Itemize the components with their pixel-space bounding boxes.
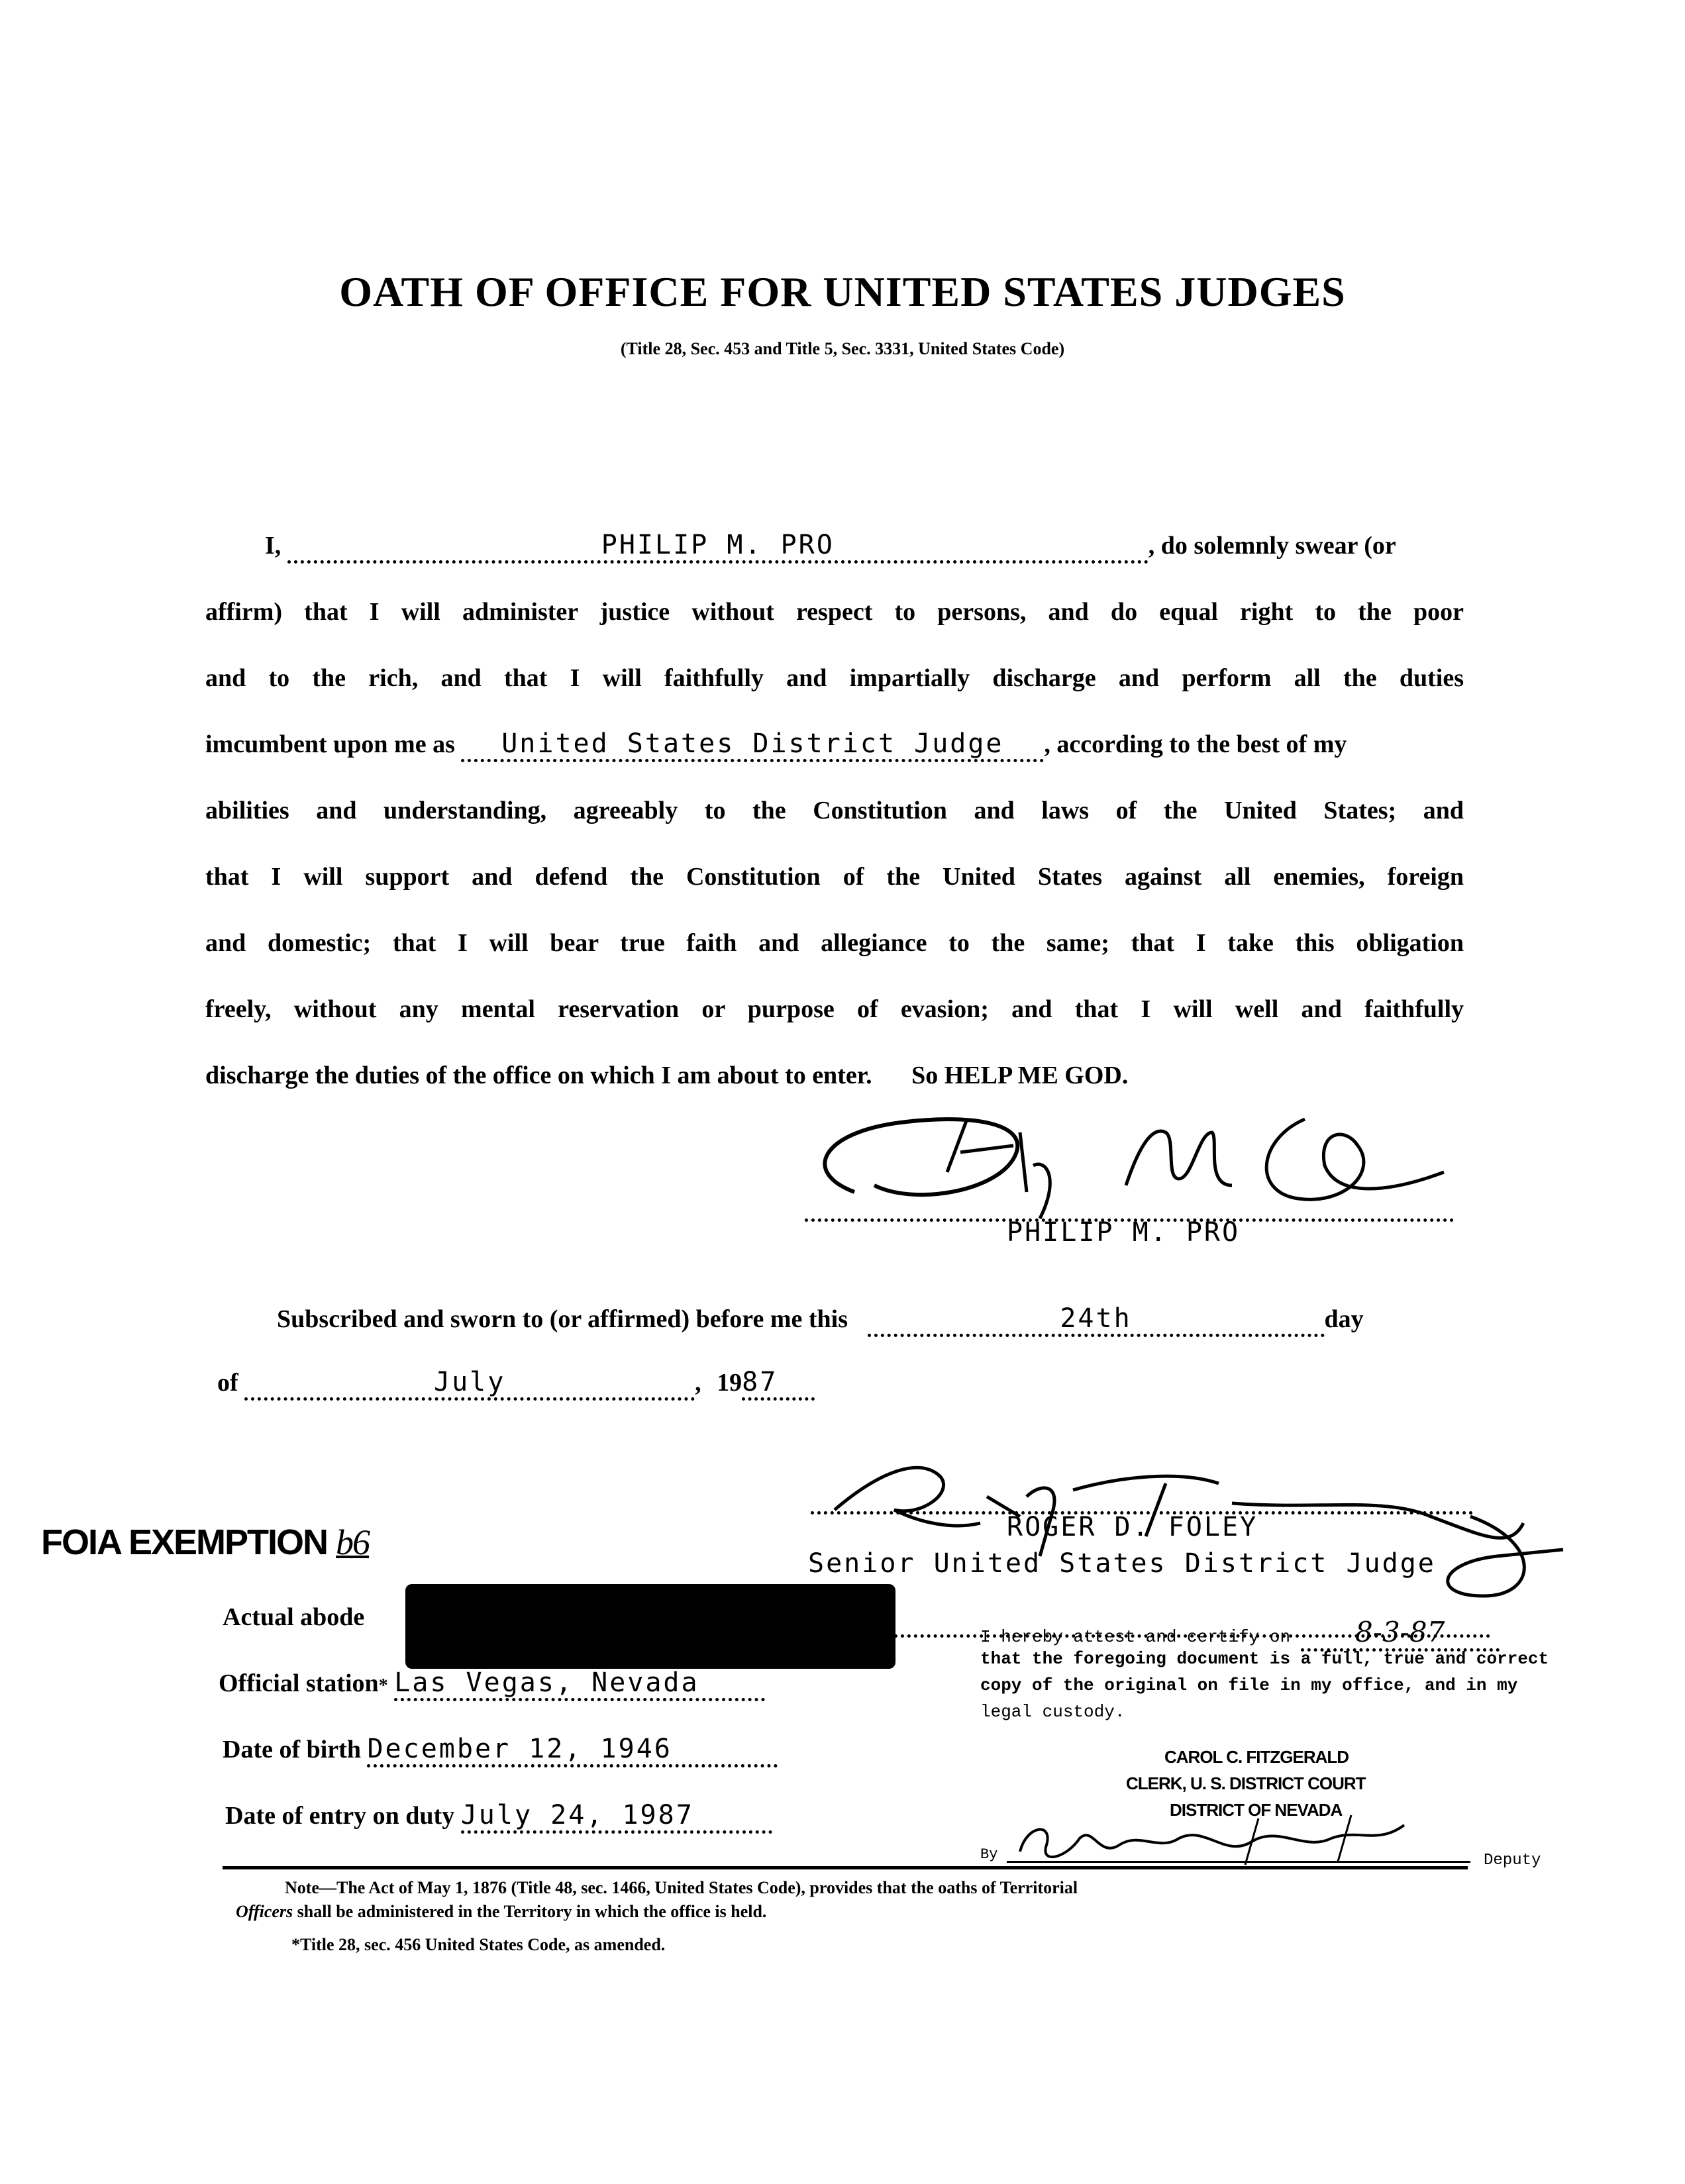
cert-line-1 (980, 1616, 1500, 1652)
oath-line-4-start: imcumbent upon me as (205, 730, 455, 758)
footnote-act: Note—The Act of May 1, 1876 (Title 48, sec. 1466, United States Code), provides that the oaths of Territorial (285, 1878, 1078, 1897)
oath-line-7: and domestic; that I will bear true faith and allegiance to the same; that I take this obligation (205, 929, 1464, 957)
cert-date: 8-3-87 (1355, 1616, 1445, 1648)
birth-label-text: Date of birth (223, 1736, 361, 1763)
redaction-block (405, 1584, 895, 1669)
oath-line-4 (205, 728, 1464, 762)
clerk-district: DISTRICT OF NEVADA (1170, 1800, 1343, 1820)
footnote-officers (236, 1902, 766, 1922)
officiant-name: ROGER D. FOLEY (1007, 1512, 1258, 1542)
sworn-day-field (868, 1303, 1325, 1337)
station-value: Las Vegas, Nevada (394, 1667, 699, 1698)
deputy-signature-line (1007, 1861, 1470, 1863)
station-label-text: Official station (219, 1669, 379, 1697)
oath-line-9-text: discharge the duties of the office on which I am about to enter. (205, 1062, 872, 1089)
footnote-officers-italic: Officers (236, 1902, 293, 1921)
station-label (219, 1667, 765, 1701)
officiant-title: Senior United States District Judge (808, 1548, 1436, 1579)
oath-line-6: that I will support and defend the Constitution of the United States against all enemies, foreign (205, 863, 1464, 891)
oath-line-1 (265, 530, 1464, 564)
sworn-month: July (433, 1367, 506, 1397)
oath-pronoun: I, (265, 532, 281, 560)
oath-name-field (287, 530, 1149, 564)
by-label: By (980, 1846, 998, 1863)
entry-label (225, 1800, 772, 1834)
oath-line-2: affirm) that I will administer justice without respect to persons, and do equal right to the poor (205, 598, 1464, 626)
oath-line-9 (205, 1061, 1128, 1090)
document-title: OATH OF OFFICE FOR UNITED STATES JUDGES (339, 268, 1346, 315)
cert-line-4: legal custody. (980, 1702, 1125, 1722)
oath-closing: So HELP ME GOD. (911, 1062, 1129, 1089)
sworn-day: 24th (1060, 1303, 1132, 1334)
sworn-day-suffix: day (1324, 1305, 1364, 1333)
entry-label-text: Date of entry on duty (225, 1802, 455, 1830)
sworn-text: Subscribed and sworn to (or affirmed) before me this (277, 1305, 848, 1333)
of-label: of (217, 1369, 238, 1397)
footnote-officers-text: shall be administered in the Territory in which the office is held. (297, 1902, 767, 1921)
clerk-name: CAROL C. FITZGERALD (1164, 1747, 1349, 1767)
affiant-printed-name: PHILIP M. PRO (1007, 1217, 1241, 1248)
month-comma: , (695, 1369, 701, 1397)
birth-field (367, 1734, 778, 1767)
oath-line-5: abilities and understanding, agreeably to the Constitution and laws of the United States; and (205, 797, 1464, 824)
sworn-date-line (217, 1367, 815, 1401)
sworn-line (277, 1303, 1482, 1337)
oath-line-1-end: , do solemnly swear (or (1148, 532, 1396, 560)
cert-line-3: copy of the original on file in my office, and in my (980, 1675, 1518, 1695)
station-field (394, 1667, 765, 1701)
birth-value: December 12, 1946 (367, 1734, 672, 1764)
statute-citation: (Title 28, Sec. 453 and Title 5, Sec. 3331, United States Code) (620, 339, 1065, 358)
cert-line-2: that the foregoing document is a full, true and correct (980, 1649, 1549, 1669)
birth-label (223, 1734, 778, 1767)
year-field (742, 1367, 815, 1401)
clerk-title: CLERK, U. S. DISTRICT COURT (1126, 1773, 1366, 1793)
office-field (461, 728, 1044, 762)
cert-date-field (1301, 1616, 1500, 1652)
foia-code: b6 (336, 1522, 370, 1562)
sworn-year: 87 (742, 1367, 778, 1397)
cert-line-1-text: I hereby attest and certify on (980, 1627, 1291, 1647)
oath-line-4-end: , according to the best of my (1044, 730, 1347, 758)
entry-field (461, 1800, 772, 1834)
entry-value: July 24, 1987 (460, 1800, 694, 1830)
oath-line-8: freely, without any mental reservation or purpose of evasion; and that I will well and faithfully (205, 995, 1464, 1023)
foia-exemption-stamp (41, 1522, 369, 1563)
footnote-asterisk: *Title 28, sec. 456 United States Code, as amended. (291, 1935, 666, 1954)
year-prefix: 19 (717, 1369, 742, 1397)
deputy-label: Deputy (1484, 1852, 1541, 1869)
affiant-name: PHILIP M. PRO (601, 530, 835, 560)
station-marker: * (378, 1675, 388, 1696)
oath-line-3: and to the rich, and that I will faithfully and impartially discharge and perform all the duties (205, 664, 1464, 692)
abode-label: Actual abode (223, 1603, 365, 1631)
office-title: United States District Judge (501, 728, 1004, 759)
month-field (244, 1367, 695, 1401)
footnote-rule (223, 1866, 1468, 1869)
foia-label: FOIA EXEMPTION (41, 1522, 328, 1562)
